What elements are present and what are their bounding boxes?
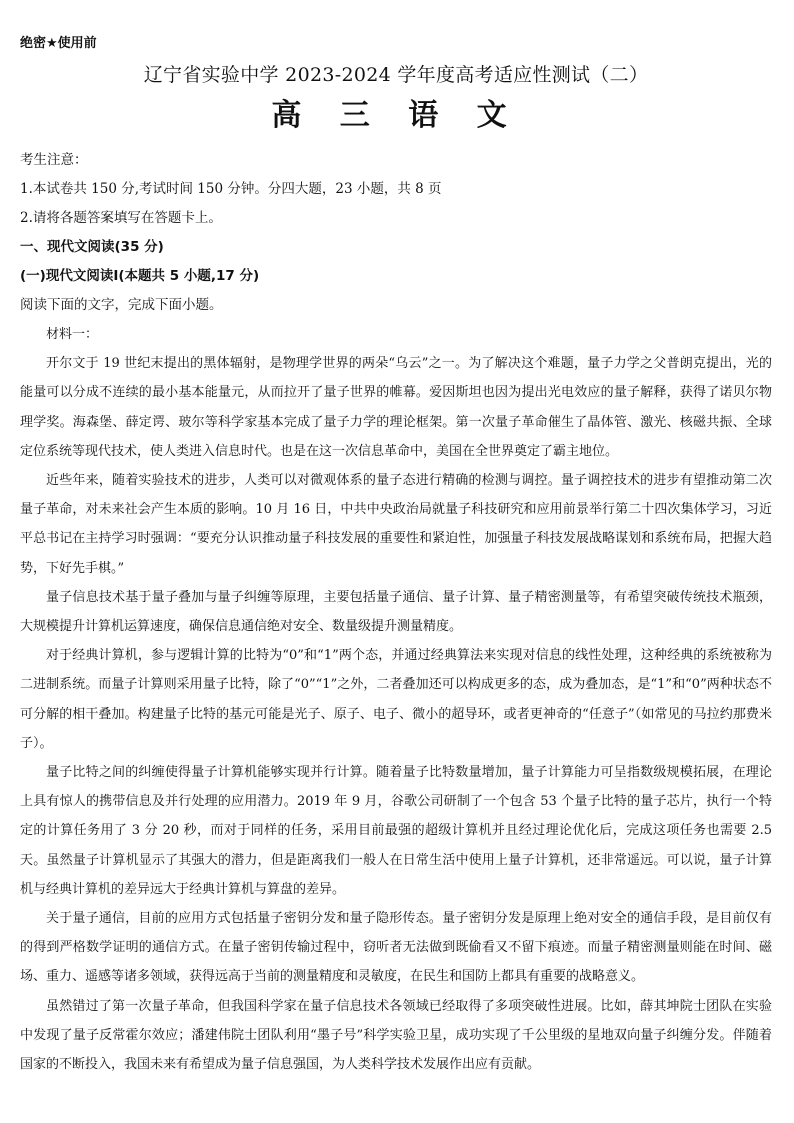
confidential-label: 绝密★使用前 [20, 36, 97, 51]
article-paragraph-7: 虽然错过了第一次量子革命，但我国科学家在量子信息技术各领域已经取得了多项突破性进展。比如，薛其坤院士团队在实验中发现了量子反常霍尔效应；潘建伟院士团队利用“墨子号”科学实验卫星，成功实现了千公里级的星地双向量子纠缠分发。伴随着国家的不断投入，我国未来有希望成为量子信息强国，为人类科学技术发展作出应有贡献。 [20, 998, 772, 1073]
article-paragraph-2: 近些年来，随着实验技术的进步，人类可以对微观体系的量子态进行精确的检测与调控。量子调控技术的进步有望推动第二次量子革命，对未来社会产生本质的影响。10 月 16 日，中共中央政治局就量子科技研究和应用前景举行第二十四次集体学习，习近平总书记在主持学习时强调：“要充分认识推动量子科技发展的重要性和紧迫性，加强量子科技发展战略谋划和系统布局，把握大趋势，下好先手棋。” [20, 473, 772, 576]
article-paragraph-1: 开尔文于 19 世纪末提出的黑体辐射，是物理学世界的两朵“乌云”之一。为了解决这个难题，量子力学之父普朗克提出，光的能量可以分成不连续的最小基本能量元，从而拉开了量子世界的帷幕。爱因斯坦也因为提出光电效应的量子解释，获得了诺贝尔物理学奖。海森堡、薛定谔、玻尔等科学家基本完成了量子力学的理论框架。第一次量子革命催生了晶体管、激光、核磁共振、全球定位系统等现代技术，使人类进入信息时代。也是在这一次信息革命中，美国在全世界奠定了霸主地位。 [20, 356, 772, 459]
article-paragraph-5: 量子比特之间的纠缠使得量子计算机能够实现并行计算。随着量子比特数量增加，量子计算能力可呈指数级规模拓展，在理论上具有惊人的携带信息及并行处理的应用潜力。2019 年 9 月，谷歌公司研制了一个包含 53 个量子比特的量子芯片，执行一个特定的计算任务用了 3 分 20 秒，而对于同样的任务，采用目前最强的超级计算机并且经过理论优化后，完成这项任务也需要 2.5 天。虽然量子计算机显示了其强大的潜力，但是距离我们一般人在日常生活中使用上量子计算机，还非常遥远。可以说，量子计算机与经典计算机的差异远大于经典计算机与算盘的差异。 [20, 765, 772, 897]
notice-line-2: 2.请将各题答案填写在答题卡上。 [20, 210, 222, 226]
section-title: 一、现代文阅读(35 分) [20, 239, 164, 255]
notice-heading: 考生注意： [20, 152, 88, 168]
notice-block [20, 146, 772, 233]
section-subtitle: (一)现代文阅读Ⅰ(本题共 5 小题,17 分) [20, 268, 260, 284]
reading-instruction: 阅读下面的文字，完成下面小题。 [20, 297, 223, 313]
article-paragraph-3: 量子信息技术基于量子叠加与量子纠缠等原理，主要包括量子通信、量子计算、量子精密测量等，有希望突破传统技术瓶颈，大规模提升计算机运算速度，确保信息通信绝对安全、数量级提升测量精度。 [20, 589, 772, 635]
notice-line-1: 1.本试卷共 150 分,考试时间 150 分钟。分四大题，23 小题，共 8 页 [20, 181, 442, 197]
article-body [20, 320, 772, 1079]
article-paragraph-4: 对于经典计算机，参与逻辑计算的比特为“0”和“1”两个态，并通过经典算法来实现对信息的线性处理，这种经典的系统被称为二进制系统。而量子计算则采用量子比特，除了“0”“1”之外，二者叠加还可以构成更多的态，成为叠加态，是“1”和“0”两种状态不可分解的相干叠加。构建量子比特的基元可能是光子、原子、电子、微小的超导环，或者更神奇的“任意子”（如常见的马拉约那费米子）。 [20, 648, 772, 751]
exam-title: 辽宁省实验中学 2023-2024 学年度高考适应性测试（二） [143, 64, 649, 86]
article-paragraph-6: 关于量子通信，目前的应用方式包括量子密钥分发和量子隐形传态。量子密钥分发是原理上绝对安全的通信手段，是目前仅有的得到严格数学证明的通信方式。在量子密钥传输过程中，窃听者无法做到既偷看又不留下痕迹。而量子精密测量则能在时间、磁场、重力、遥感等诸多领域，获得远高于当前的测量精度和灵敏度，在民生和国防上都具有重要的战略意义。 [20, 911, 772, 985]
material-label: 材料一： [46, 327, 99, 342]
subject-title: 高 三 语 文 [271, 98, 521, 133]
